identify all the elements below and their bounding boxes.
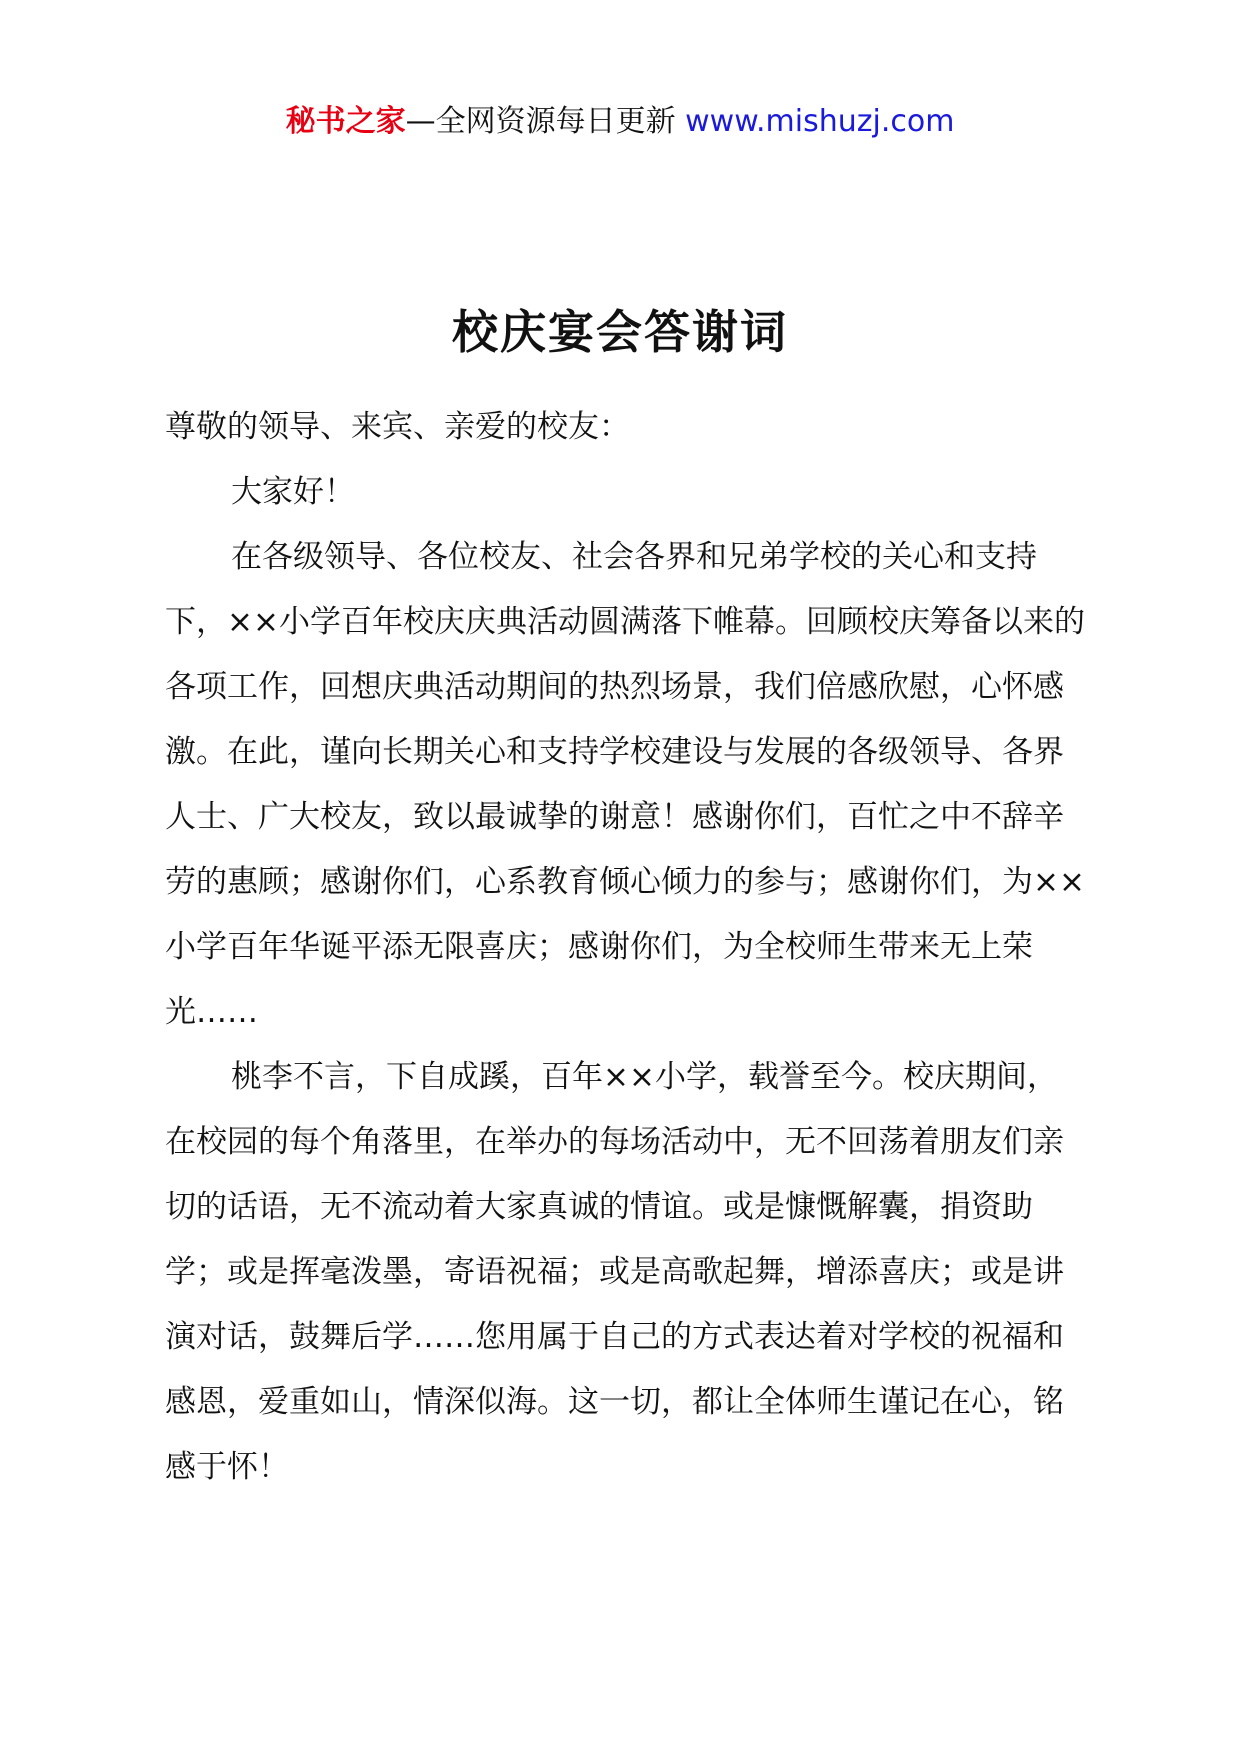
header-url-link[interactable]: www.mishuzj.com — [685, 104, 955, 139]
document-title: 校庆宴会答谢词 — [452, 305, 788, 359]
paragraph-thanks: 在各级领导、各位校友、社会各界和兄弟学校的关心和支持下，××小学百年校庆庆典活动圆满落下帷幕。回顾校庆筹备以来的各项工作，回想庆典活动期间的热烈场景，我们倍感欣慰，心怀感激。在此，谨向长期关心和支持学校建设与发展的各级领导、各界人士、广大校友，致以最诚挚的谢意！感谢你们，百忙之中不辞辛劳的惠顾；感谢你们，心系教育倾心倾力的参与；感谢你们，为××小学百年华诞平添无限喜庆；感谢你们，为全校师生带来无上荣光…… — [165, 539, 1085, 1030]
brand-name: 秘书之家 — [285, 104, 406, 139]
paragraph-memories: 桃李不言，下自成蹊，百年××小学，载誉至今。校庆期间，在校园的每个角落里，在举办的每场活动中，无不回荡着朋友们亲切的话语，无不流动着大家真诚的情谊。或是慷慨解囊，捐资助学；或是挥毫泼墨，寄语祝福；或是高歌起舞，增添喜庆；或是讲演对话，鼓舞后学……您用属于自己的方式表达着对学校的祝福和感恩，爱重如山，情深似海。这一切，都让全体师生谨记在心，铭感于怀！ — [165, 1059, 1064, 1485]
salutation: 尊敬的领导、来宾、亲爱的校友： — [165, 409, 630, 445]
site-header — [0, 100, 1240, 144]
document-body — [165, 395, 1085, 1500]
header-tagline: —全网资源每日更新 — [405, 104, 686, 139]
paragraph-greeting: 大家好！ — [231, 474, 355, 510]
